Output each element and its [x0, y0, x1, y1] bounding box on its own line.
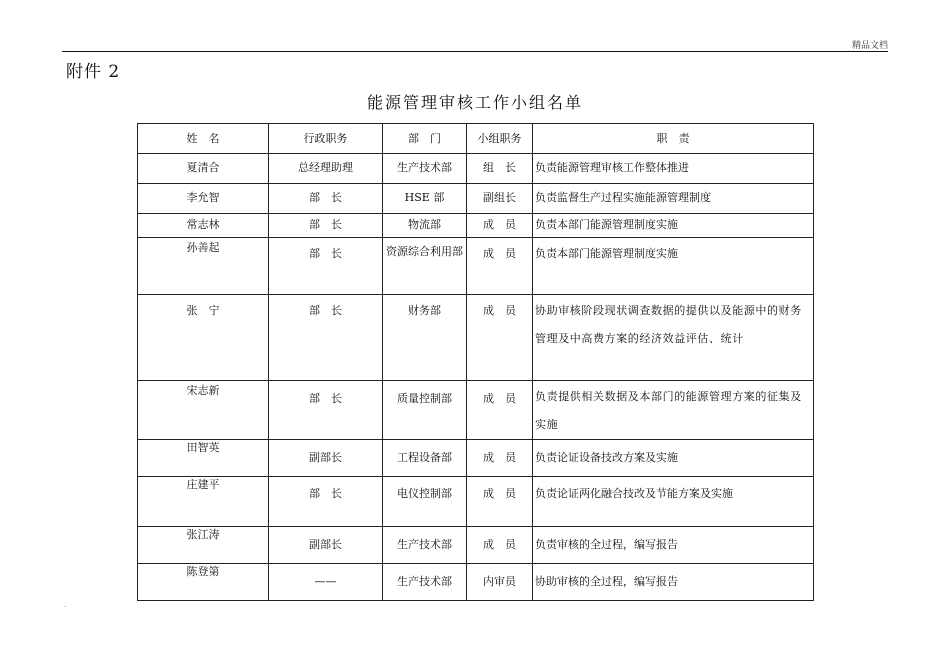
roster-table	[137, 123, 814, 601]
table-row	[138, 295, 814, 381]
cell-position: 副部长	[269, 440, 383, 477]
cell-name: 张 宁	[138, 295, 269, 381]
table-row	[138, 477, 814, 527]
cell-position: 总经理助理	[269, 154, 383, 184]
cell-duty: 负责本部门能源管理制度实施	[533, 214, 814, 238]
column-header-department: 部 门	[383, 124, 467, 154]
cell-department: 资源综合利用部	[383, 238, 467, 295]
cell-name: 田智英	[138, 440, 269, 477]
page-dot: .	[64, 602, 66, 609]
cell-department: 电仪控制部	[383, 477, 467, 527]
cell-group-role: 内审员	[467, 564, 533, 601]
cell-group-role: 成 员	[467, 238, 533, 295]
cell-position: 部 长	[269, 238, 383, 295]
table-row	[138, 214, 814, 238]
cell-position: 部 长	[269, 214, 383, 238]
cell-department: 工程设备部	[383, 440, 467, 477]
cell-position: ——	[269, 564, 383, 601]
cell-position: 部 长	[269, 477, 383, 527]
cell-duty: 负责能源管理审核工作整体推进	[533, 154, 814, 184]
header-watermark-text: 精品文档	[851, 41, 888, 51]
cell-group-role: 成 员	[467, 440, 533, 477]
cell-duty: 负责论证两化融合技改及节能方案及实施	[533, 477, 814, 527]
cell-name: 李允智	[138, 184, 269, 214]
cell-department: 财务部	[383, 295, 467, 381]
cell-department: 生产技术部	[383, 564, 467, 601]
cell-position: 副部长	[269, 527, 383, 564]
cell-group-role: 成 员	[467, 295, 533, 381]
cell-name: 陈登第	[138, 564, 269, 601]
attachment-label: 附件 2	[66, 62, 121, 82]
cell-name: 庄建平	[138, 477, 269, 527]
cell-position: 部 长	[269, 381, 383, 440]
column-header-duty: 职 责	[533, 124, 814, 154]
cell-position: 部 长	[269, 295, 383, 381]
cell-group-role: 成 员	[467, 381, 533, 440]
column-header-position: 行政职务	[269, 124, 383, 154]
cell-group-role: 成 员	[467, 527, 533, 564]
cell-department: 物流部	[383, 214, 467, 238]
cell-name: 夏清合	[138, 154, 269, 184]
cell-group-role: 成 员	[467, 477, 533, 527]
cell-name: 常志林	[138, 214, 269, 238]
cell-name: 张江涛	[138, 527, 269, 564]
cell-department: 质量控制部	[383, 381, 467, 440]
document-title: 能源管理审核工作小组名单	[366, 93, 583, 112]
header-rule	[62, 51, 888, 52]
cell-duty: 负责论证设备技改方案及实施	[533, 440, 814, 477]
table-row	[138, 184, 814, 214]
table-row	[138, 154, 814, 184]
cell-duty: 协助审核阶段现状调查数据的提供以及能源中的财务管理及中高费方案的经济效益评估、统计	[533, 295, 814, 381]
cell-group-role: 副组长	[467, 184, 533, 214]
table-row	[138, 381, 814, 440]
cell-group-role: 成 员	[467, 214, 533, 238]
cell-department: 生产技术部	[383, 154, 467, 184]
column-header-name: 姓 名	[138, 124, 269, 154]
table-row	[138, 238, 814, 295]
column-header-group-role: 小组职务	[467, 124, 533, 154]
table-row	[138, 527, 814, 564]
cell-name: 宋志新	[138, 381, 269, 440]
cell-group-role: 组 长	[467, 154, 533, 184]
table-row	[138, 440, 814, 477]
cell-duty: 负责提供相关数据及本部门的能源管理方案的征集及实施	[533, 381, 814, 440]
cell-department: 生产技术部	[383, 527, 467, 564]
table-row	[138, 564, 814, 601]
cell-duty: 负责审核的全过程，编写报告	[533, 527, 814, 564]
cell-department: HSE 部	[383, 184, 467, 214]
table-header-row	[138, 124, 814, 154]
cell-position: 部 长	[269, 184, 383, 214]
cell-duty: 负责本部门能源管理制度实施	[533, 238, 814, 295]
cell-duty: 协助审核的全过程，编写报告	[533, 564, 814, 601]
cell-name: 孙善起	[138, 238, 269, 295]
cell-duty: 负责监督生产过程实施能源管理制度	[533, 184, 814, 214]
